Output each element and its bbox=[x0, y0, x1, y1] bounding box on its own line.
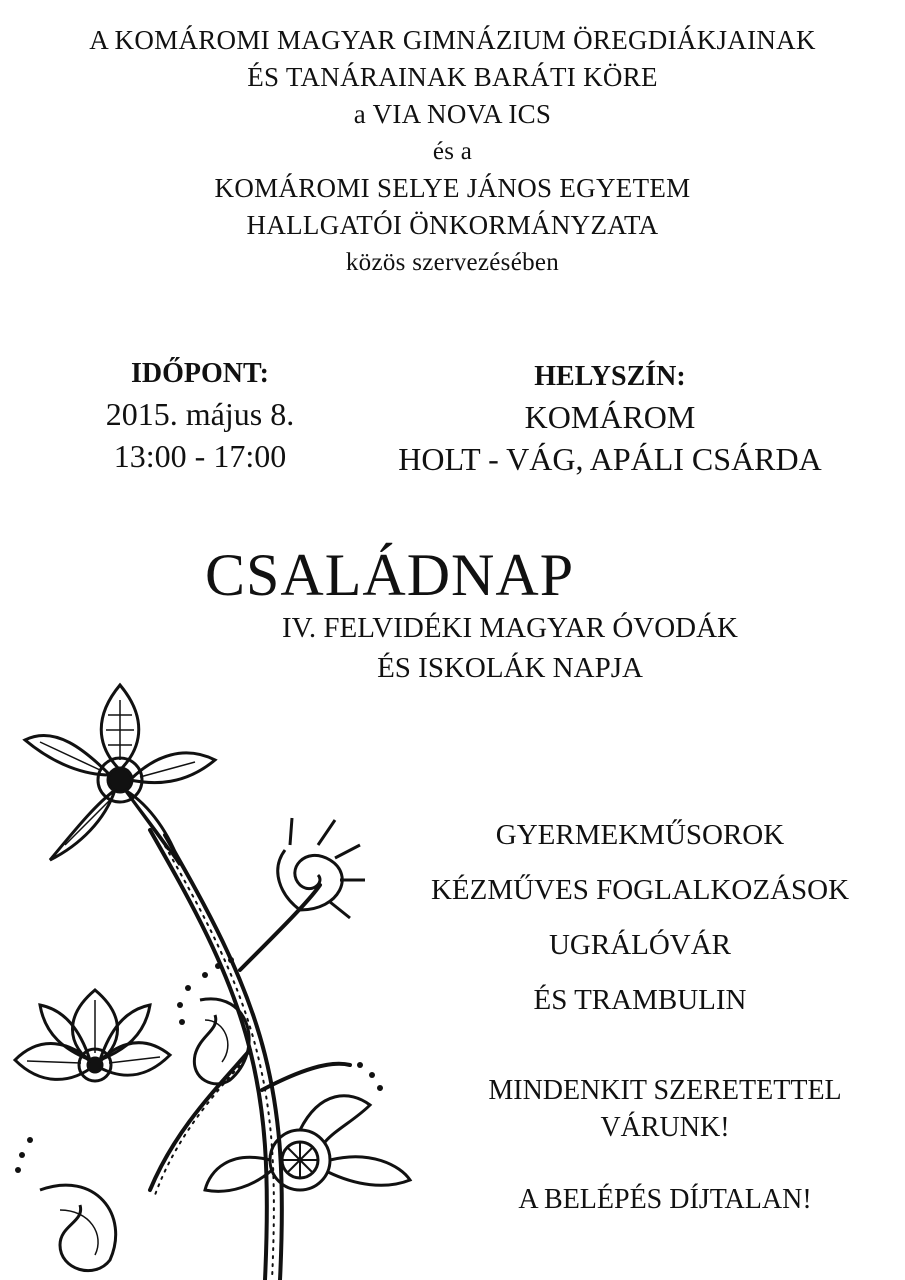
program-item: KÉZMŰVES FOGLALKOZÁSOK bbox=[430, 874, 850, 906]
free-entry-notice: A BELÉPÉS DÍJTALAN! bbox=[518, 1184, 812, 1215]
welcome-line: VÁRUNK! bbox=[600, 1112, 730, 1143]
place-venue: HOLT - VÁG, APÁLI CSÁRDA bbox=[398, 441, 822, 477]
organizer-line: és a bbox=[432, 138, 473, 165]
subtitle-line: ÉS ISKOLÁK NAPJA bbox=[377, 652, 643, 684]
place-block bbox=[350, 358, 870, 480]
welcome-line: MINDENKIT SZERETETTEL bbox=[488, 1075, 842, 1106]
welcome-message bbox=[445, 1072, 885, 1146]
main-stem bbox=[150, 830, 267, 1280]
place-label: HELYSZÍN: bbox=[534, 361, 686, 392]
event-hours: 13:00 - 17:00 bbox=[113, 438, 287, 474]
program-list bbox=[390, 808, 890, 1028]
organizer-line: a VIA NOVA ICS bbox=[353, 99, 552, 129]
program-item: GYERMEKMŰSOROK bbox=[495, 819, 785, 851]
ornamental-flower-illustration bbox=[0, 670, 430, 1280]
time-block bbox=[80, 355, 320, 477]
place-city: KOMÁROM bbox=[524, 399, 696, 435]
organizer-line: közös szervezésében bbox=[345, 249, 560, 276]
program-item: ÉS TRAMBULIN bbox=[533, 984, 747, 1016]
organizer-line: ÉS TANÁRAINAK BARÁTI KÖRE bbox=[247, 62, 658, 92]
organizer-line: A KOMÁROMI MAGYAR GIMNÁZIUM ÖREGDIÁKJAINAK bbox=[89, 25, 816, 55]
time-label: IDŐPONT: bbox=[131, 358, 269, 389]
subtitle-line: IV. FELVIDÉKI MAGYAR ÓVODÁK bbox=[282, 612, 738, 644]
organizer-line: KOMÁROMI SELYE JÁNOS EGYETEM bbox=[214, 173, 691, 203]
organizer-line: HALLGATÓI ÖNKORMÁNYZATA bbox=[246, 210, 659, 240]
program-item: UGRÁLÓVÁR bbox=[548, 929, 732, 961]
main-stem-outline bbox=[165, 835, 282, 1280]
event-title: CSALÁDNAP bbox=[205, 542, 575, 608]
organizers-block bbox=[0, 22, 905, 281]
event-date: 2015. május 8. bbox=[105, 396, 295, 432]
